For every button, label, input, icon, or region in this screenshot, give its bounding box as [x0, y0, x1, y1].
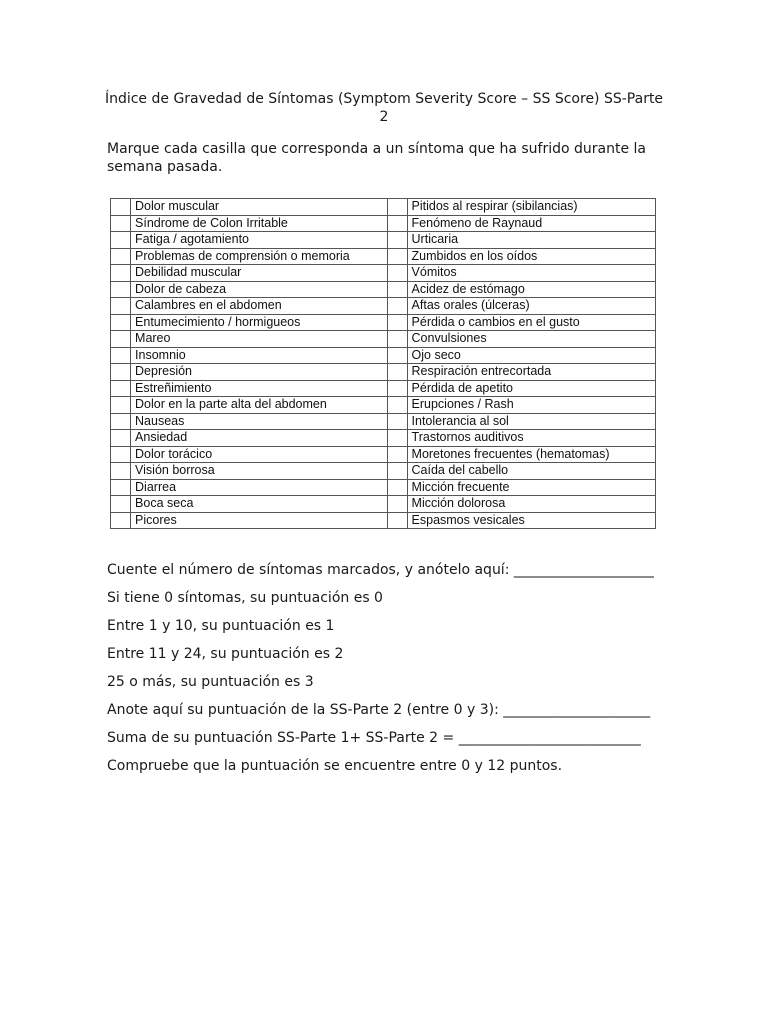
- symptom-right: Fenómeno de Raynaud: [407, 215, 655, 232]
- table-row: [111, 199, 656, 216]
- table-row: [111, 331, 656, 348]
- table-row: [111, 215, 656, 232]
- rule-three: 25 o más, su puntuación es 3: [107, 674, 314, 690]
- symptom-right: Acidez de estómago: [407, 281, 655, 298]
- symptom-right: Pérdida de apetito: [407, 380, 655, 397]
- checkbox-left[interactable]: [111, 463, 131, 480]
- symptom-left: Insomnio: [131, 347, 387, 364]
- sum-line: Suma de su puntuación SS-Parte 1+ SS-Parte 2 = __________________________: [107, 730, 641, 746]
- scoring-section: [107, 561, 707, 785]
- symptom-right: Vómitos: [407, 265, 655, 282]
- symptom-left: Mareo: [131, 331, 387, 348]
- checkbox-left[interactable]: [111, 281, 131, 298]
- table-row: [111, 298, 656, 315]
- table-row: [111, 314, 656, 331]
- table-row: [111, 512, 656, 529]
- symptom-right: Urticaria: [407, 232, 655, 249]
- checkbox-middle[interactable]: [387, 265, 407, 282]
- checkbox-left[interactable]: [111, 512, 131, 529]
- symptom-right: Micción dolorosa: [407, 496, 655, 513]
- page-title: Índice de Gravedad de Síntomas (Symptom Severity Score – SS Score) SS-Parte 2: [104, 91, 664, 125]
- symptom-left: Síndrome de Colon Irritable: [131, 215, 387, 232]
- symptom-right: Espasmos vesicales: [407, 512, 655, 529]
- symptom-right: Pérdida o cambios en el gusto: [407, 314, 655, 331]
- checkbox-left[interactable]: [111, 298, 131, 315]
- table-row: [111, 463, 656, 480]
- checkbox-middle[interactable]: [387, 380, 407, 397]
- checkbox-left[interactable]: [111, 347, 131, 364]
- table-row: [111, 496, 656, 513]
- symptom-right: Convulsiones: [407, 331, 655, 348]
- checkbox-left[interactable]: [111, 479, 131, 496]
- symptom-left: Problemas de comprensión o memoria: [131, 248, 387, 265]
- symptom-left: Fatiga / agotamiento: [131, 232, 387, 249]
- table-row: [111, 413, 656, 430]
- table-row: [111, 430, 656, 447]
- checkbox-middle[interactable]: [387, 496, 407, 513]
- rule-two: Entre 11 y 24, su puntuación es 2: [107, 646, 344, 662]
- symptom-left: Entumecimiento / hormigueos: [131, 314, 387, 331]
- checkbox-left[interactable]: [111, 215, 131, 232]
- checkbox-middle[interactable]: [387, 347, 407, 364]
- checkbox-middle[interactable]: [387, 446, 407, 463]
- checkbox-left[interactable]: [111, 380, 131, 397]
- symptom-right: Pitidos al respirar (sibilancias): [407, 199, 655, 216]
- table-row: [111, 281, 656, 298]
- symptom-left: Boca seca: [131, 496, 387, 513]
- symptom-left: Estreñimiento: [131, 380, 387, 397]
- table-row: [111, 446, 656, 463]
- table-row: [111, 232, 656, 249]
- table-row: [111, 347, 656, 364]
- symptom-left: Debilidad muscular: [131, 265, 387, 282]
- symptom-left: Ansiedad: [131, 430, 387, 447]
- checkbox-left[interactable]: [111, 199, 131, 216]
- checkbox-middle[interactable]: [387, 479, 407, 496]
- checkbox-left[interactable]: [111, 331, 131, 348]
- symptom-right: Ojo seco: [407, 347, 655, 364]
- table-row: [111, 248, 656, 265]
- checkbox-middle[interactable]: [387, 430, 407, 447]
- checkbox-left[interactable]: [111, 397, 131, 414]
- symptom-left: Depresión: [131, 364, 387, 381]
- checkbox-middle[interactable]: [387, 512, 407, 529]
- symptom-right: Trastornos auditivos: [407, 430, 655, 447]
- checkbox-middle[interactable]: [387, 232, 407, 249]
- table-row: [111, 380, 656, 397]
- instructions-text: Marque cada casilla que corresponda a un síntoma que ha sufrido durante la semana pasada.: [107, 141, 647, 175]
- symptom-left: Dolor torácico: [131, 446, 387, 463]
- symptom-left: Dolor en la parte alta del abdomen: [131, 397, 387, 414]
- symptom-right: Caída del cabello: [407, 463, 655, 480]
- symptom-right: Erupciones / Rash: [407, 397, 655, 414]
- symptom-right: Zumbidos en los oídos: [407, 248, 655, 265]
- checkbox-left[interactable]: [111, 364, 131, 381]
- checkbox-left[interactable]: [111, 314, 131, 331]
- symptom-left: Dolor muscular: [131, 199, 387, 216]
- checkbox-middle[interactable]: [387, 413, 407, 430]
- symptom-right: Intolerancia al sol: [407, 413, 655, 430]
- table-row: [111, 265, 656, 282]
- count-line: Cuente el número de síntomas marcados, y anótelo aquí: ____________________: [107, 562, 654, 578]
- symptom-left: Diarrea: [131, 479, 387, 496]
- checkbox-middle[interactable]: [387, 331, 407, 348]
- rule-one: Entre 1 y 10, su puntuación es 1: [107, 618, 335, 634]
- symptom-left: Nauseas: [131, 413, 387, 430]
- symptom-checklist-table: [110, 198, 656, 529]
- symptom-left: Picores: [131, 512, 387, 529]
- symptom-left: Dolor de cabeza: [131, 281, 387, 298]
- rule-zero: Si tiene 0 síntomas, su puntuación es 0: [107, 590, 383, 606]
- checkbox-left[interactable]: [111, 446, 131, 463]
- checkbox-left[interactable]: [111, 248, 131, 265]
- checkbox-middle[interactable]: [387, 298, 407, 315]
- symptom-right: Aftas orales (úlceras): [407, 298, 655, 315]
- score-entry-line: Anote aquí su puntuación de la SS-Parte 2 (entre 0 y 3): _____________________: [107, 702, 651, 718]
- checkbox-left[interactable]: [111, 430, 131, 447]
- table-row: [111, 397, 656, 414]
- symptom-right: Micción frecuente: [407, 479, 655, 496]
- symptom-right: Respiración entrecortada: [407, 364, 655, 381]
- checkbox-middle[interactable]: [387, 463, 407, 480]
- checkbox-middle[interactable]: [387, 199, 407, 216]
- checkbox-left[interactable]: [111, 265, 131, 282]
- table-row: [111, 479, 656, 496]
- checkbox-left[interactable]: [111, 496, 131, 513]
- checkbox-middle[interactable]: [387, 364, 407, 381]
- symptom-left: Calambres en el abdomen: [131, 298, 387, 315]
- checkbox-left[interactable]: [111, 232, 131, 249]
- symptom-left: Visión borrosa: [131, 463, 387, 480]
- checkbox-left[interactable]: [111, 413, 131, 430]
- symptom-right: Moretones frecuentes (hematomas): [407, 446, 655, 463]
- checkbox-middle[interactable]: [387, 314, 407, 331]
- checkbox-middle[interactable]: [387, 397, 407, 414]
- checkbox-middle[interactable]: [387, 248, 407, 265]
- checkbox-middle[interactable]: [387, 281, 407, 298]
- checkbox-middle[interactable]: [387, 215, 407, 232]
- check-line: Compruebe que la puntuación se encuentre entre 0 y 12 puntos.: [107, 758, 563, 774]
- table-row: [111, 364, 656, 381]
